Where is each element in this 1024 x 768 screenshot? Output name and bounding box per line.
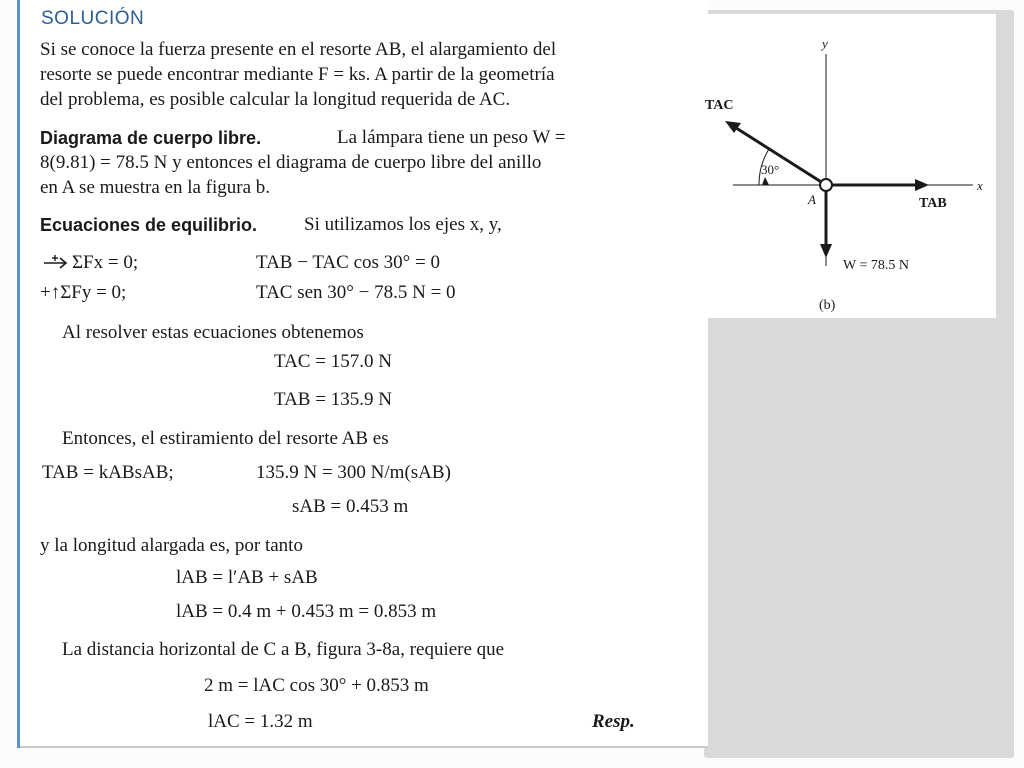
dcl-line-1: La lámpara tiene un peso W = xyxy=(337,127,566,148)
angle-arrow-icon xyxy=(762,177,769,185)
horizontal-eq-1: 2 m = lAC cos 30° + 0.853 m xyxy=(204,675,429,696)
right-arrow-plus-icon xyxy=(42,252,70,270)
solve-tac: TAC = 157.0 N xyxy=(274,351,392,372)
horizontal-eq-2: lAC = 1.32 m xyxy=(208,711,313,732)
angle-label: 30° xyxy=(761,162,780,177)
stretch-eq-left: TAB = kABsAB; xyxy=(42,462,174,483)
dcl-line-2: 8(9.81) = 78.5 N y entonces el diagrama de cuerpo libre del anillo xyxy=(40,152,542,173)
solve-tab: TAB = 135.9 N xyxy=(274,389,392,410)
solution-title: SOLUCIÓN xyxy=(41,8,145,29)
document-bottom-edge xyxy=(20,746,708,748)
eq2-left: +↑ΣFy = 0; xyxy=(40,282,127,303)
free-body-diagram-svg xyxy=(705,14,996,318)
x-axis-label: x xyxy=(977,178,983,193)
ring-point xyxy=(820,179,832,191)
horizontal-line: La distancia horizontal de C a B, figura 3-8a, requiere que xyxy=(62,639,505,660)
stretch-line: Entonces, el estiramiento del resorte AB es xyxy=(62,428,389,449)
intro-line-1: Si se conoce la fuerza presente en el resorte AB, el alargamiento del xyxy=(40,39,557,60)
figure-caption: (b) xyxy=(819,298,836,313)
stretch-result: sAB = 0.453 m xyxy=(292,496,409,517)
y-axis-label: y xyxy=(822,36,828,51)
length-eq-1: lAB = l′AB + sAB xyxy=(176,567,318,588)
dcl-line-3: en A se muestra en la figura b. xyxy=(40,177,271,198)
tac-arrow xyxy=(733,126,826,185)
intro-line-2: resorte se puede encontrar mediante F = ks. A partir de la geometría xyxy=(40,64,555,85)
solve-line: Al resolver estas ecuaciones obtenemos xyxy=(62,322,364,343)
dcl-heading: Diagrama de cuerpo libre. xyxy=(40,128,262,148)
intro-line-3: del problema, es posible calcular la longitud requerida de AC. xyxy=(40,89,511,110)
weight-label: W = 78.5 N xyxy=(843,258,909,273)
point-a-label: A xyxy=(808,192,816,207)
tab-label: TAB xyxy=(919,196,947,211)
resp-label: Resp. xyxy=(592,711,635,732)
equilibrio-heading: Ecuaciones de equilibrio. xyxy=(40,215,258,235)
weight-arrowhead xyxy=(820,244,832,258)
tac-label: TAC xyxy=(705,98,734,113)
eq1-right: TAB − TAC cos 30° = 0 xyxy=(256,252,440,273)
free-body-diagram xyxy=(705,14,996,318)
length-eq-2: lAB = 0.4 m + 0.453 m = 0.853 m xyxy=(176,601,437,622)
equilibrio-intro: Si utilizamos los ejes x, y, xyxy=(304,214,502,235)
solution-document xyxy=(17,0,708,748)
stretch-eq-right: 135.9 N = 300 N/m(sAB) xyxy=(256,462,451,483)
eq2-right: TAC sen 30° − 78.5 N = 0 xyxy=(256,282,456,303)
length-line: y la longitud alargada es, por tanto xyxy=(40,535,303,556)
eq1-left: ΣFx = 0; xyxy=(72,252,139,273)
tab-arrowhead xyxy=(915,179,929,191)
